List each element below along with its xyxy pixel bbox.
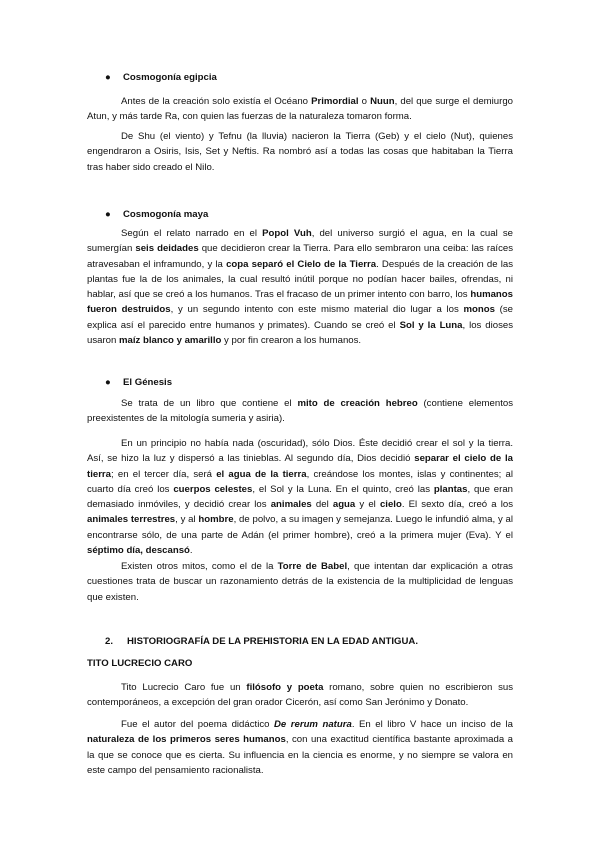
section-number: 2.: [105, 636, 114, 647]
section-heading: [87, 634, 513, 649]
bullet-icon: ●: [105, 377, 111, 388]
text-run: y el: [355, 499, 380, 511]
bold-text: hombre: [198, 514, 234, 526]
bold-text: cuerpos celestes: [173, 483, 253, 495]
bold-text: agua: [332, 499, 356, 511]
text-run: . El sexto día, creó a los: [401, 499, 513, 511]
text-run: romano, sobre quien no escribieron sus contemporáneos, a excepción del gran orador Cicerón, así como San Jerónimo y Donato.: [87, 682, 514, 709]
bold-text: Sol y la Luna: [399, 319, 463, 331]
bold-text: De rerum natura: [273, 719, 352, 730]
text-run: Fue el autor del poema didáctico: [121, 719, 274, 730]
text-run: , del que surge el demiurgo Atun, y más tarde Ra, con quien las fuerzas de la naturaleza tomaron forma.: [87, 96, 514, 123]
bold-text: seis deidades: [135, 243, 199, 255]
heading-text: Cosmogonía egipcia: [123, 72, 217, 83]
paragraph: [87, 226, 513, 348]
bold-text: separar el cielo de la tierra: [87, 453, 513, 480]
text-run: del: [311, 499, 333, 511]
text-run: Existen otros mitos, como el de la: [121, 561, 278, 572]
paragraph: [87, 717, 513, 778]
text-run: , los dioses usaron: [87, 319, 513, 347]
text-run: (se explica así el parecido entre humanos y primates). Cuando se creó el: [87, 304, 514, 331]
bold-text: séptimo día, descansó: [87, 545, 190, 557]
text-run: , que intentan dar explicación a otras cuestiones trata de buscar un razonamiento detrás de la existencia de la multiplicidad de lenguas que existen.: [87, 561, 513, 603]
bold-text: naturaleza de los primeros seres humanos: [87, 734, 286, 746]
text-run: Tito Lucrecio Caro fue un: [121, 682, 247, 693]
paragraph: [87, 680, 513, 711]
bold-text: Popol Vuh: [262, 228, 312, 239]
paragraph: [87, 94, 513, 125]
heading-cosmogonia-maya: [87, 207, 513, 222]
bullet-icon: ●: [105, 209, 111, 220]
paragraph: [87, 396, 513, 427]
text-run: , creándose los montes, islas y continentes; al cuarto día creó los: [87, 468, 514, 495]
bold-text: Torre de Babel: [277, 561, 348, 572]
bold-text: animales: [270, 499, 312, 511]
text-run: .: [189, 545, 193, 557]
bold-text: el agua de la tierra: [216, 468, 307, 480]
bold-text: plantas: [433, 483, 468, 495]
text-run: , de polvo, a su imagen y semejanza. Luego le infundió alma, y al encontrarse sólo, de una parte de Adán (el primer hombre), creó a la primera mujer (Eva). Y el: [87, 514, 514, 541]
text-run: , el Sol y la Luna. En el quinto, creó las: [252, 483, 434, 495]
text-run: Antes de la creación solo existía el Océano: [121, 96, 312, 107]
text-run: . En el libro V hace un inciso de la: [351, 719, 514, 730]
text-run: , que eran demasiado inmóviles, y decidió crear los: [87, 483, 513, 511]
text-run: , con una exactitud científica bastante aproximada a la que se conoce que es cierta. Su influencia en la ciencia es enorme, y no siempre se valora en este campo del pensamiento racionalista.: [87, 734, 513, 776]
bullet-icon: ●: [105, 72, 111, 83]
bold-text: animales terrestres: [87, 514, 176, 526]
paragraph: [87, 436, 513, 558]
text-run: que decidieron crear la Tierra. Para ello sembraron una ceiba: las raíces atravesaban el inframundo, y la: [87, 243, 513, 270]
bold-text: mito de creación hebreo: [297, 398, 418, 409]
bold-text: copa separó el Cielo de la Tierra: [226, 258, 377, 270]
text-run: , y al: [175, 514, 199, 526]
text-run: , del universo surgió el agua, en la cual se sumergían: [87, 228, 513, 255]
section-title: HISTORIOGRAFÍA DE LA PREHISTORIA EN LA EDAD ANTIGUA.: [127, 636, 419, 647]
text-run: y por fin crearon a los humanos.: [221, 335, 362, 347]
text-run: (contiene elementos preexistentes de la mitología sumeria y asiria).: [87, 398, 514, 425]
bold-text: humanos fueron destruidos: [87, 289, 513, 316]
bold-text: Nuun: [370, 96, 395, 107]
text-run: . Después de la creación de las plantas fue la de los animales, la cual resultó inútil porque no podían hacer bailes, ofrendas, ni hablar, así que se creó a los humanos. Tras el fracaso de un primer intento con barro, los: [87, 258, 513, 301]
bold-text: Primordial: [311, 96, 359, 107]
text-run: En un principio no había nada (oscuridad), sólo Dios. Éste decidió crear el sol y la tierra. Así, se hizo la luz y dispersó a las tinieblas. Al segundo día, Dios decidió: [87, 438, 513, 465]
heading-text: Cosmogonía maya: [123, 209, 209, 220]
heading-el-genesis: [87, 375, 513, 390]
subheading-tito-lucrecio-caro: TITO LUCRECIO CARO: [87, 658, 193, 669]
paragraph: [87, 559, 513, 605]
bold-text: monos: [463, 304, 495, 316]
text-run: Se trata de un libro que contiene el: [121, 398, 298, 409]
bold-text: cielo: [379, 499, 402, 511]
heading-text: El Génesis: [123, 377, 173, 388]
text-run: o: [358, 96, 371, 107]
text-run: ; en el tercer día, será: [111, 468, 217, 480]
bold-text: maíz blanco y amarillo: [119, 335, 222, 347]
text-run: De Shu (el viento) y Tefnu (la lluvia) nacieron la Tierra (Geb) y el cielo (Nut), quienes engendraron a Osiris, Isis, Set y Neftis. Ra nombró así a todas las cosas que habitaban la Tierra tras haber sido creado el Nilo.: [87, 131, 513, 173]
bold-text: filósofo y poeta: [246, 682, 324, 693]
text-run: , y un segundo intento con este mismo material dio lugar a los: [170, 304, 464, 316]
text-run: Según el relato narrado en el: [121, 228, 263, 239]
heading-cosmogonia-egipcia: [87, 70, 513, 85]
paragraph: [87, 129, 513, 175]
